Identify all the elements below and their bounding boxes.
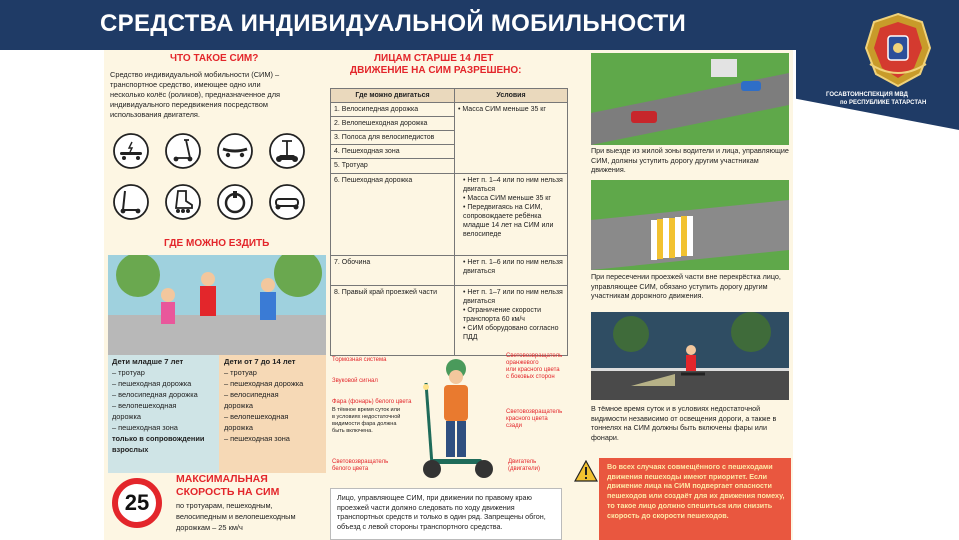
motor-label: (двигатели) — [508, 466, 540, 472]
headlight-note: В тёмное время суток или — [332, 407, 401, 413]
warning-icon — [574, 460, 598, 482]
caption-night: В тёмное время суток и в условиях недостаточной видимости независимо от освещения дороги, а также в тоннелях на СИМ должны быть включены фары или фонари. — [591, 404, 777, 443]
table-cell: 6. Пешеходная дорожка — [331, 173, 455, 255]
table-cell: 4. Пешеходная зона — [331, 145, 455, 159]
table-title: ДВИЖЕНИЕ НА СИМ РАЗРЕШЕНО: — [350, 65, 522, 76]
table-cell: 5. Тротуар — [331, 159, 455, 173]
what-line: индивидуального передвижения посредством — [110, 100, 268, 109]
age7to14-item: дорожка — [224, 423, 254, 432]
side-reflector-label: или красного цвета — [506, 367, 560, 373]
rear-reflector-label: красного цвета — [506, 416, 548, 422]
gibdd-emblem-icon — [858, 12, 938, 88]
poster — [104, 50, 793, 540]
hoverboard-icon — [268, 183, 306, 221]
caption-residential: При выезде из жилой зоны водители и лица, управляющие СИМ, должны уступить дорогу другим участникам движения. — [591, 146, 789, 175]
what-line: использования двигателя. — [110, 110, 200, 119]
rear-reflector-label: сзади — [506, 423, 522, 429]
speed-title: МАКСИМАЛЬНАЯ — [176, 473, 268, 485]
age7to14-item: – велопешеходная — [224, 412, 289, 421]
headlight-label: Фара (фонарь) белого цвета — [332, 399, 412, 405]
brake-label: Тормозная система — [332, 357, 387, 363]
logo-line2: по РЕСПУБЛИКЕ ТАТАРСТАН — [840, 100, 927, 106]
segway-icon — [268, 132, 306, 170]
side-reflector-label: Световозвращатель — [506, 353, 563, 359]
white-reflector-label: Световозвращатель — [332, 459, 389, 465]
page-title: СРЕДСТВА ИНДИВИДУАЛЬНОЙ МОБИЛЬНОСТИ — [100, 10, 687, 37]
residential-exit-illustration — [591, 53, 789, 145]
caption-crossing: При пересечении проезжей части вне перекрёстка лицо, управляющее СИМ, обязано уступить дорогу другим участникам дорожного движения. — [591, 272, 781, 301]
scooter-rider-illustration — [404, 355, 504, 483]
table-cell: 3. Полоса для велосипедистов — [331, 131, 455, 145]
night-riding-illustration — [591, 312, 789, 400]
motor-label: Двигатель — [508, 459, 537, 465]
table-cell: 8. Правый край проезжей части — [331, 285, 455, 355]
under7-item: – велосипедная дорожка — [112, 390, 198, 399]
table-cell: • Нет п. 1–4 или по ним нельзя двигаться • Масса СИМ меньше 35 кг • Передвигаясь на СИМ, сопровождаете ребёнка младше 14 лет на СИМ или велосипеде — [455, 173, 568, 255]
what-title: ЧТО ТАКОЕ СИМ? — [170, 53, 259, 64]
electric-scooter-icon — [112, 183, 150, 221]
table-cell: 2. Велопешеходная дорожка — [331, 117, 455, 131]
speed-line: велосипедным и велопешеходным — [176, 512, 296, 521]
table-cell: • Нет п. 1–7 или по ним нельзя двигаться • Ограничение скорости транспорта 60 км/ч • СИМ оборудовано согласно ПДД — [455, 285, 568, 355]
age7to14-item: дорожка — [224, 401, 254, 410]
table-header: Где можно двигаться — [331, 89, 455, 103]
under7-item: – пешеходная дорожка — [112, 379, 192, 388]
speed-line: дорожкам – 25 км/ч — [176, 523, 243, 532]
kids-illustration — [108, 255, 326, 355]
age7to14-title: Дети от 7 до 14 лет — [224, 357, 296, 366]
rollerblade-icon — [164, 183, 202, 221]
speed-title: СКОРОСТЬ НА СИМ — [176, 486, 280, 498]
white-reflector-label: белого цвета — [332, 466, 369, 472]
age7to14-item: – велосипедная — [224, 390, 279, 399]
under7-note: взрослых — [112, 445, 149, 454]
under7-note: только в сопровождении — [112, 434, 205, 443]
table-cell: • Масса СИМ меньше 35 кг — [455, 103, 568, 173]
table-cell: • Нет п. 1–6 или по ним нельзя двигаться — [455, 255, 568, 285]
what-line: несколько колёс (роликов), предназначенное для — [110, 90, 281, 99]
headlight-note: в условиях недостаточной — [332, 414, 401, 420]
logo-line1: ГОСАВТОИНСПЕКЦИЯ МВД — [826, 92, 908, 98]
table-cell: 1. Велосипедная дорожка — [331, 103, 455, 117]
under7-title: Дети младше 7 лет — [112, 357, 184, 366]
age7to14-item: – тротуар — [224, 368, 257, 377]
rear-reflector-label: Световозвращатель — [506, 409, 563, 415]
what-line: транспортное средство, имеющее одно или — [110, 80, 261, 89]
kick-scooter-icon — [164, 132, 202, 170]
table-cell: 7. Обочина — [331, 255, 455, 285]
skateboard-icon — [216, 132, 254, 170]
headlight-note: видимости фара должна — [332, 421, 397, 427]
under7-item: – велопешеходная — [112, 401, 177, 410]
side-reflector-label: с боковых сторон — [506, 374, 555, 380]
crossing-illustration — [591, 180, 789, 270]
rules-table — [330, 88, 568, 356]
warning-box: Во всех случаях совмещённого с пешеходами движения пешеходы имеют приоритет. Если движение лица на СИМ подвергает опасности пешеходов или создаёт для их движения помеху, то такое лицо должно спешиться или снизить скорость до скорости пешеходов. — [599, 458, 791, 540]
what-line: Средство индивидуальной мобильности (СИМ) – — [110, 70, 280, 79]
where-title: ГДЕ МОЖНО ЕЗДИТЬ — [164, 238, 270, 249]
road-rule-text: Лицо, управляющее СИМ, при движении по правому краю проезжей части должно следовать по ходу движения транспортных средств и только в один ряд. Запрещены обгон, объезд с левой стороны транспортного средства. — [330, 488, 562, 540]
age7to14-item: – пешеходная зона — [224, 434, 290, 443]
horn-label: Звуковой сигнал — [332, 378, 378, 384]
under7-item: дорожка — [112, 412, 142, 421]
under7-item: – пешеходная зона — [112, 423, 178, 432]
table-title: ЛИЦАМ СТАРШЕ 14 ЛЕТ — [374, 53, 494, 64]
speed-limit-sign: 25 — [112, 478, 162, 528]
side-reflector-label: оранжевого — [506, 360, 539, 366]
under7-item: – тротуар — [112, 368, 145, 377]
speed-line: по тротуарам, пешеходным, — [176, 501, 273, 510]
age7to14-item: – пешеходная дорожка — [224, 379, 304, 388]
electric-skateboard-icon — [112, 132, 150, 170]
table-header: Условия — [455, 89, 568, 103]
monowheel-icon — [216, 183, 254, 221]
headlight-note: быть включена. — [332, 428, 373, 434]
